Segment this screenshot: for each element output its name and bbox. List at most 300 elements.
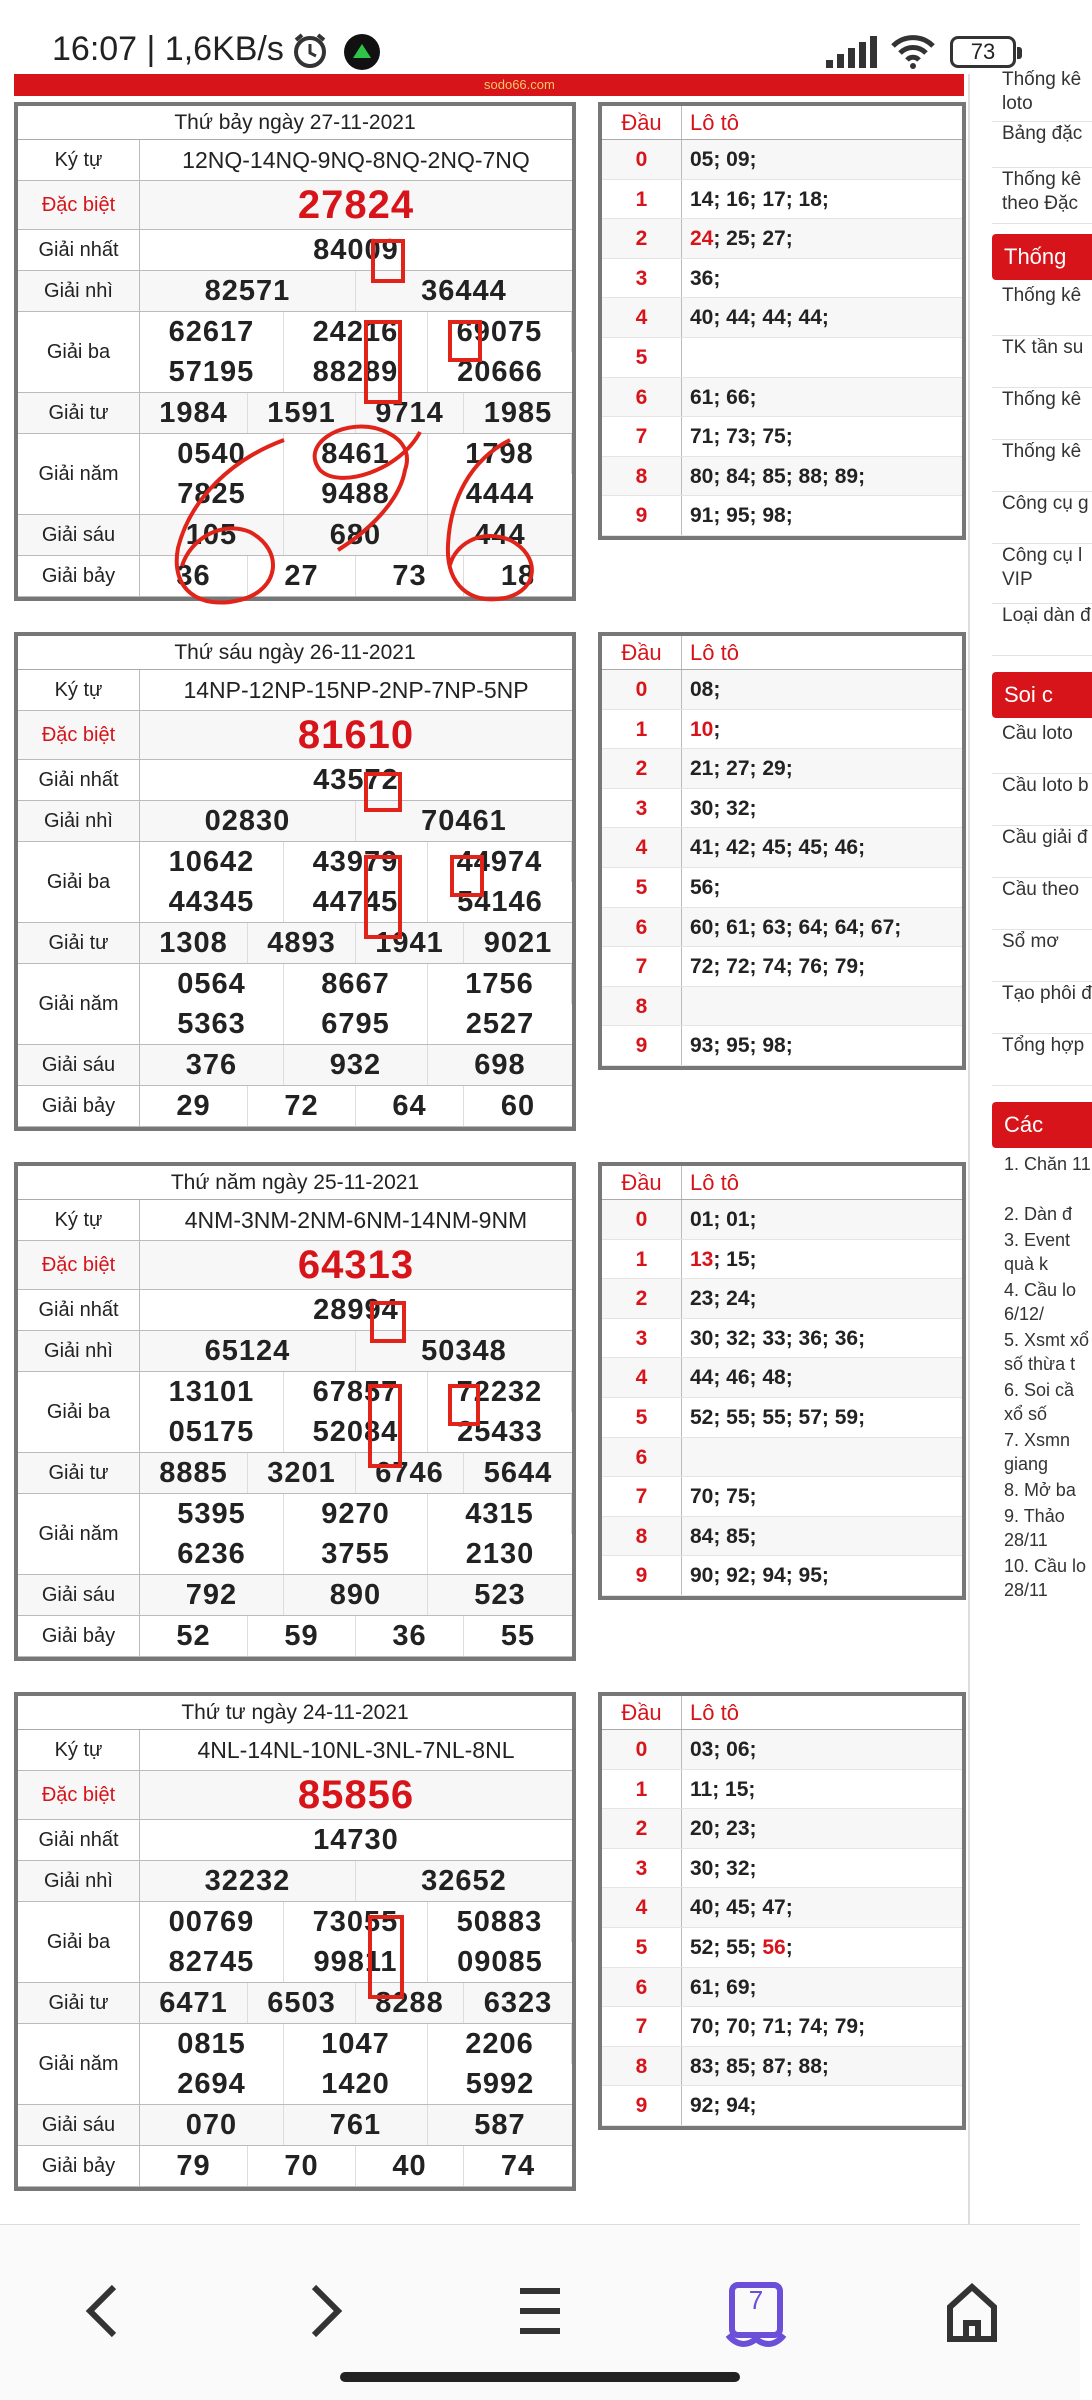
prize-row-g5 [18,964,572,1045]
prize-label: Giải nhì [18,1331,140,1371]
news-link[interactable]: 10. Cầu lo 28/11 [1004,1556,1087,1600]
prize-label: Giải nhất [18,1290,140,1330]
loto-values: 70; 75; [690,1485,757,1509]
prize-row-g7 [18,1086,572,1127]
prize-label: Giải sáu [18,1575,140,1615]
prize-number: 60 [500,1089,536,1122]
prize-number: 2527 [465,1007,535,1040]
sidebar-item[interactable]: TK tần su [992,336,1092,388]
news-link[interactable]: 5. Xsmt xổ số thừa t [1004,1330,1090,1374]
section-title: Thống [1004,244,1067,269]
loto-row [602,1928,962,1968]
prize-label: Giải ba [18,842,140,922]
prize-number: 376 [140,1045,284,1085]
loto-head-digit: 5 [602,1398,682,1437]
prize-label: Giải nhất [18,1820,140,1860]
sidebar-item[interactable]: Thống kê [992,284,1092,336]
loto-values [682,219,962,258]
prize-number: 2206 [428,2024,572,2064]
prize-number: 52 [140,1616,248,1656]
prize-row-g1 [18,760,572,801]
loto-head-digit: 0 [602,1200,682,1239]
loto-row [602,259,962,299]
prize-row-g3 [18,842,572,923]
prize-number: 88289 [284,352,428,392]
prize-number: 932 [284,1045,428,1085]
prize-row-g7 [18,1616,572,1657]
draw-date-caption[interactable]: Thứ năm ngày 25-11-2021 [18,1166,572,1200]
prize-number: 67857 [284,1372,428,1412]
prize-number: 9270 [284,1494,428,1534]
loto-special-value: 56 [762,1935,786,1959]
loto-row [602,2007,962,2047]
tab-count: 7 [748,2285,764,2315]
sidebar-item[interactable]: Loại dàn đ [992,604,1092,656]
prize-row-g2 [18,271,572,312]
prize-number: 5644 [483,1456,553,1489]
sidebar-item[interactable]: Tổng hợp [992,1034,1092,1086]
prize-number: 1985 [483,396,553,429]
loto-head-digit: 7 [602,1477,682,1516]
sidebar-item[interactable]: Cầu loto [992,722,1092,774]
loto-head-digit: 3 [602,1849,682,1888]
sidebar-section-soi [992,672,1092,718]
sidebar-item[interactable]: Thống kê loto [992,68,1092,122]
loto-values: 23; 24; [690,1287,757,1311]
loto-values [682,987,962,1026]
wifi-icon [890,34,936,70]
loto-row [602,2047,962,2087]
prize-number: 73055 [284,1902,428,1942]
prize-number: 4893 [248,923,356,963]
prize-number: 761 [284,2105,428,2145]
loto-table [598,1692,966,2130]
tabs-button[interactable] [706,2261,806,2361]
loto-values: 93; 95; 98; [690,1034,793,1058]
prize-label: Ký tự [18,670,140,710]
prize-label: Đặc biệt [18,1771,140,1819]
loto-head-digit: 7 [602,2007,682,2046]
news-link[interactable]: 9. Thảo 28/11 [1004,1506,1065,1550]
prize-row-g6 [18,1575,572,1616]
prize-number: 50348 [421,1334,507,1367]
loto-row [602,417,962,457]
loto-row [602,908,962,948]
prize-row-g6 [18,1045,572,1086]
loto-row [602,1026,962,1066]
loto-row [602,1888,962,1928]
prize-number: 52084 [284,1412,428,1452]
result-table [14,632,576,1131]
sidebar-item[interactable]: Cầu giải đ [992,826,1092,878]
prize-number: 84009 [313,233,399,266]
loto-values: 56; [690,875,721,899]
loto-row [602,457,962,497]
loto-values [682,710,962,749]
loto-head-digit: 8 [602,987,682,1026]
prize-label: Giải ba [18,312,140,392]
sidebar-item[interactable]: Thống kê [992,388,1092,440]
prize-row-g3 [18,312,572,393]
loto-row [602,1398,962,1438]
prize-number: 29 [140,1086,248,1126]
prize-row-g7 [18,2146,572,2187]
loto-values: 91; 95; 98; [690,504,793,528]
sidebar-item[interactable]: Công cụ l VIP [992,544,1092,604]
loto-values: 84; 85; [690,1524,757,1548]
prize-number: 64313 [297,1242,415,1287]
loto-values: 52; 55; 56; [690,1935,793,1959]
prize-number: 12NQ-14NQ-9NQ-8NQ-2NQ-7NQ [182,146,530,173]
loto-row [602,1477,962,1517]
draw-date-caption[interactable]: Thứ bảy ngày 27-11-2021 [18,106,572,140]
sidebar-section-news [992,1102,1092,1148]
prize-number: 13101 [140,1372,284,1412]
loto-head-digit: 6 [602,1438,682,1477]
loto-values: 30; 32; [690,1856,757,1880]
prize-number: 02830 [140,801,356,841]
back-icon[interactable] [56,2261,156,2361]
prize-number: 81610 [297,712,415,757]
prize-row-kytu [18,140,572,181]
prize-number: 1798 [428,434,572,474]
loto-values: 60; 61; 63; 64; 64; 67; [690,915,902,939]
prize-row-g5 [18,2024,572,2105]
prize-number: 5992 [465,2067,535,2100]
loto-row [602,2086,962,2126]
prize-label: Ký tự [18,1200,140,1240]
prize-number: 890 [284,1575,428,1615]
loto-row [602,1200,962,1240]
news-link[interactable]: 7. Xsmn giang [1004,1430,1071,1474]
gesture-bar[interactable] [340,2372,740,2382]
loto-row [602,1240,962,1280]
sidebar [992,69,1092,2224]
prize-number: 73 [356,556,464,596]
loto-row [602,378,962,418]
column-divider [968,74,970,2224]
prize-number: 32652 [421,1864,507,1897]
prize-label: Giải bảy [18,2146,140,2186]
prize-number: 10642 [140,842,284,882]
loto-row [602,947,962,987]
loto-row [602,1358,962,1398]
prize-number: 79 [140,2146,248,2186]
result-table [14,102,576,601]
loto-head-digit: 9 [602,1026,682,1065]
loto-row [602,828,962,868]
loto-row [602,1770,962,1810]
loto-values: 61; 69; [690,1975,757,1999]
loto-values: 72; 72; 74; 76; 79; [690,955,866,979]
loto-values: 03; 06; [690,1738,757,1761]
loto-head-digit: 9 [602,1556,682,1595]
loto-head-digit: 8 [602,2047,682,2086]
result-table [14,1692,576,2191]
loto-head-digit: 3 [602,1319,682,1358]
prize-number: 43979 [284,842,428,882]
prize-row-g2 [18,1861,572,1902]
loto-head-digit: 4 [602,1888,682,1927]
loto-values: 52; 55; 55; 57; 59; [690,1405,866,1429]
loto-values: 05; 09; [690,148,757,171]
prize-label: Giải nhất [18,760,140,800]
prize-number: 20666 [457,355,543,388]
prize-number: 72 [248,1086,356,1126]
loto-rest: ; [713,717,721,741]
prize-number: 680 [284,515,428,555]
loto-special-value: 24 [690,227,714,251]
loto-table [598,632,966,1070]
status-bar [0,0,1080,74]
loto-head-digit: 4 [602,828,682,867]
sidebar-item[interactable]: Sổ mơ [992,930,1092,982]
loto-values: 20; 23; [690,1817,757,1841]
loto-values: 21; 27; 29; [690,757,793,781]
prize-label: Giải nhì [18,1861,140,1901]
loto-head-label: Đầu [602,1166,682,1199]
prize-number: 9714 [356,393,464,433]
prize-label: Giải bảy [18,556,140,596]
prize-number: 74 [500,2149,536,2182]
prize-label: Giải bảy [18,1086,140,1126]
prize-row-g2 [18,801,572,842]
loto-row [602,298,962,338]
loto-table [598,1162,966,1600]
loto-values: 92; 94; [690,2094,757,2118]
prize-number: 65124 [140,1331,356,1371]
prize-label: Giải sáu [18,1045,140,1085]
loto-values [682,1240,962,1279]
loto-head-digit: 4 [602,1358,682,1397]
prize-number: 44745 [284,882,428,922]
sidebar-item[interactable]: Thống kê theo Đặc [992,168,1092,224]
draw-date-caption[interactable]: Thứ sáu ngày 26-11-2021 [18,636,572,670]
loto-head-digit: 2 [602,749,682,788]
prize-number: 9488 [284,474,428,514]
prize-number: 27824 [297,182,415,227]
sidebar-item[interactable]: Thống kê [992,440,1092,492]
prize-row-g3 [18,1372,572,1453]
prize-number: 105 [140,515,284,555]
prize-row-kytu [18,1730,572,1771]
prize-number: 14NP-12NP-15NP-2NP-7NP-5NP [183,676,529,703]
loto-head-digit: 1 [602,1770,682,1809]
prize-number: 792 [140,1575,284,1615]
loto-values: 40; 44; 44; 44; [690,306,829,330]
prize-number: 8885 [140,1453,248,1493]
loto-rest: ; 15; [713,1247,757,1271]
loto-rest: ; 25; 27; [713,227,793,251]
site-banner[interactable] [14,74,964,96]
prize-label: Giải ba [18,1902,140,1982]
prize-label: Giải tư [18,1453,140,1493]
loto-row [602,1968,962,2008]
loto-row [602,1556,962,1596]
prize-number: 6503 [248,1983,356,2023]
prize-label: Giải tư [18,923,140,963]
loto-head-digit: 2 [602,1279,682,1318]
loto-values: 83; 85; 87; 88; [690,2054,829,2078]
prize-number: 0815 [140,2024,284,2064]
prize-row-g6 [18,2105,572,2146]
loto-values: 11; 15; [690,1777,756,1801]
home-icon[interactable] [922,2261,1022,2361]
loto-values: 40; 45; 47; [690,1896,793,1920]
loto-values: 36; [690,266,721,290]
prize-number: 6795 [284,1004,428,1044]
prize-number: 82571 [140,271,356,311]
prize-label: Giải năm [18,1494,140,1574]
prize-number: 14730 [313,1823,399,1856]
sidebar-item[interactable]: Bảng đặc [992,122,1092,168]
loto-values: 41; 42; 45; 45; 46; [690,836,866,860]
loto-row [602,710,962,750]
prize-number: 43572 [313,763,399,796]
prize-number: 0564 [140,964,284,1004]
prize-number: 54146 [457,885,543,918]
loto-head-label: Đầu [602,1696,682,1729]
prize-row-g3 [18,1902,572,1983]
prize-number: 8461 [284,434,428,474]
loto-head-digit: 9 [602,496,682,535]
prize-number: 1756 [428,964,572,1004]
loto-head-digit: 5 [602,868,682,907]
prize-number: 64 [356,1086,464,1126]
prize-row-g2 [18,1331,572,1372]
prize-number: 5363 [140,1004,284,1044]
prize-row-g4 [18,393,572,434]
loto-head-digit: 1 [602,710,682,749]
loto-values: 14; 16; 17; 18; [690,187,829,211]
loto-values-label: Lô tô [690,640,739,665]
loto-row [602,749,962,789]
prize-number: 3201 [248,1453,356,1493]
prize-row-g4 [18,1453,572,1494]
prize-label: Đặc biệt [18,181,140,229]
prize-number: 70461 [421,804,507,837]
prize-number: 00769 [140,1902,284,1942]
prize-number: 523 [474,1578,526,1611]
prize-number: 587 [474,2108,526,2141]
loto-row [602,219,962,259]
draw-date-caption[interactable]: Thứ tư ngày 24-11-2021 [18,1696,572,1730]
news-link[interactable]: 8. Mở ba [1004,1480,1076,1500]
loto-head-digit: 2 [602,1809,682,1848]
prize-number: 27 [248,556,356,596]
news-link[interactable]: 4. Cầu lo 6/12/ [1004,1280,1077,1324]
prize-number: 50883 [428,1902,572,1942]
prize-number: 24216 [284,312,428,352]
prize-number: 0540 [140,434,284,474]
loto-row [602,496,962,536]
prize-row-db [18,1771,572,1820]
news-link[interactable]: 1. Chăn 11 [1004,1154,1091,1174]
prize-number: 25433 [457,1415,543,1448]
prize-number: 85856 [297,1772,415,1817]
prize-number: 18 [500,559,536,592]
loto-row [602,1319,962,1359]
prize-row-g7 [18,556,572,597]
prize-number: 3755 [284,1534,428,1574]
prize-number: 62617 [140,312,284,352]
loto-row [602,868,962,908]
prize-row-g5 [18,434,572,515]
prize-label: Giải năm [18,964,140,1044]
prize-number: 57195 [140,352,284,392]
prize-label: Giải nhất [18,230,140,270]
loto-row [602,1517,962,1557]
prize-number: 4NM-3NM-2NM-6NM-14NM-9NM [184,1206,528,1233]
news-link[interactable]: 2. Dàn đ [1004,1204,1073,1224]
prize-row-g4 [18,923,572,964]
sidebar-item[interactable]: Cầu theo [992,878,1092,930]
sidebar-item[interactable]: Cầu loto b [992,774,1092,826]
loto-values [682,338,962,377]
prize-number: 6746 [356,1453,464,1493]
prize-number: 2694 [140,2064,284,2104]
prize-row-db [18,1241,572,1290]
sidebar-item[interactable]: Tạo phôi đ [992,982,1092,1034]
prize-row-kytu [18,1200,572,1241]
prize-number: 70 [248,2146,356,2186]
prize-number: 698 [474,1048,526,1081]
prize-label: Giải tư [18,393,140,433]
prize-number: 44974 [428,842,572,882]
site-logo-text: sodo66.com [484,77,555,92]
news-link[interactable]: 6. Soi cầ xổ số [1004,1380,1075,1424]
prize-number: 4NL-14NL-10NL-3NL-7NL-8NL [197,1736,515,1763]
prize-label: Giải nhì [18,801,140,841]
prize-number: 1420 [284,2064,428,2104]
prize-number: 1941 [356,923,464,963]
loto-values-label: Lô tô [690,1170,739,1195]
loto-head-digit: 6 [602,1968,682,2007]
prize-number: 4444 [465,477,535,510]
prize-label: Giải năm [18,2024,140,2104]
prize-label: Đặc biệt [18,1241,140,1289]
app-notification-icon [344,34,380,70]
prize-row-g1 [18,1290,572,1331]
prize-number: 2130 [465,1537,535,1570]
loto-head-digit: 0 [602,670,682,709]
prize-number: 1047 [284,2024,428,2064]
loto-table [598,102,966,540]
loto-head-digit: 6 [602,378,682,417]
prize-label: Giải nhì [18,271,140,311]
loto-head-digit: 0 [602,1730,682,1769]
prize-number: 09085 [457,1945,543,1978]
prize-number: 69075 [428,312,572,352]
news-link[interactable]: 3. Event quà k [1004,1230,1071,1274]
menu-icon[interactable] [490,2261,590,2361]
prize-label: Giải sáu [18,515,140,555]
prize-number: 1984 [140,393,248,433]
loto-values: 30; 32; [690,796,757,820]
sidebar-section-stats [992,234,1092,280]
prize-number: 070 [140,2105,284,2145]
prize-label: Giải sáu [18,2105,140,2145]
loto-head-digit: 4 [602,298,682,337]
prize-row-g4 [18,1983,572,2024]
signal-icon [826,36,878,68]
loto-row [602,338,962,378]
forward-icon[interactable] [272,2261,372,2361]
prize-number: 4315 [428,1494,572,1534]
section-title: Các [1004,1112,1044,1137]
sidebar-item[interactable]: Công cụ g [992,492,1092,544]
loto-head-digit: 1 [602,1240,682,1279]
